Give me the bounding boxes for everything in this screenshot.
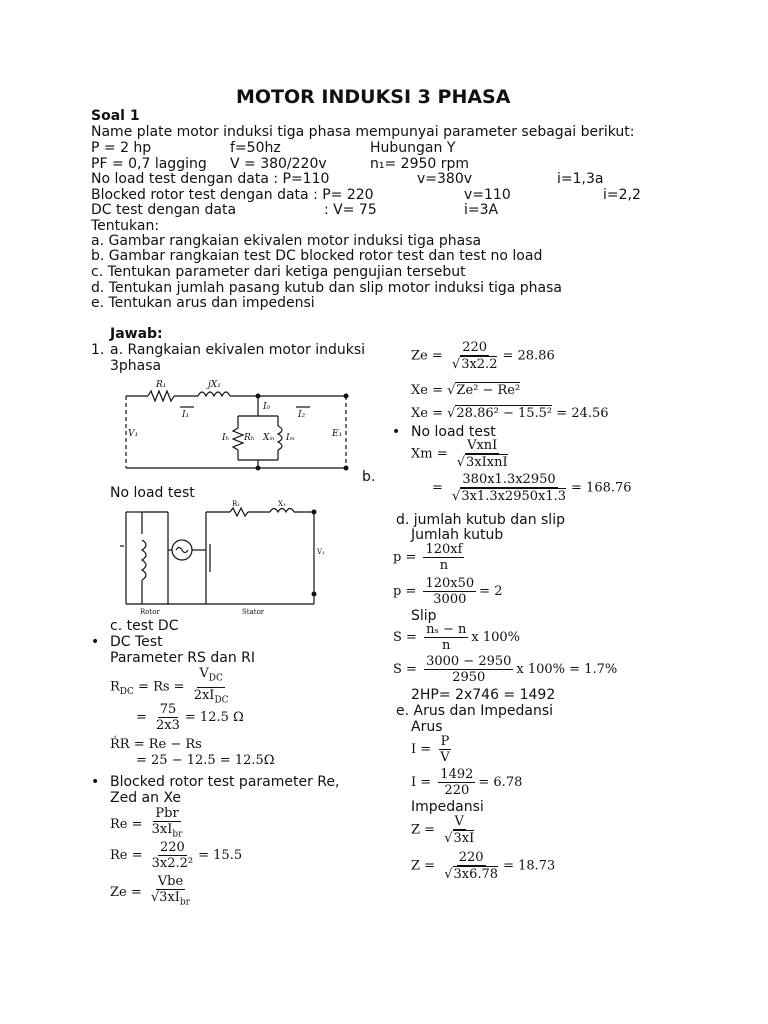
label-i2: I₂	[298, 410, 306, 420]
eq-s-formula: S = $\frac{\text{nₛ − n}}{n}$ x 100%	[393, 622, 521, 653]
answer-a-text: a. Rangkaian ekivalen motor induksi	[110, 342, 366, 358]
param-p: P = 2 hp	[91, 140, 152, 156]
noload-test-bullet: • No load test	[411, 424, 496, 440]
label-xm: Xₘ	[263, 433, 275, 443]
param-f: f=50hz	[230, 140, 281, 156]
eq-xm-value: = $\frac{380x1.3x2950}{√3x1.3x2950x1.3}$ = 168.76	[432, 472, 632, 504]
label-rc: Rₕ	[244, 433, 255, 443]
label-ic: Iₕ	[222, 433, 230, 443]
eq-rr: ŔR = Re − Rs	[110, 737, 202, 752]
eq-z-formula: Z = $\frac{V}{√3xI}$	[411, 814, 475, 846]
eq-p-value: p = $\frac{120x50}{3000}$ = 2	[393, 576, 503, 607]
page-title: MOTOR INDUKSI 3 PHASA	[236, 86, 511, 108]
jumlah-kutub-label: Jumlah kutub	[411, 527, 504, 543]
noload-label-v: V₁	[317, 548, 325, 556]
answer-a-number: 1.	[91, 342, 105, 358]
param-pf: PF = 0,7 lagging	[91, 156, 207, 172]
label-r1: R₁	[156, 380, 167, 390]
slip-label: Slip	[411, 608, 437, 624]
tentukan-label: Tentukan:	[91, 218, 160, 234]
noload-test-circuit-diagram	[112, 500, 327, 618]
eq-re-value: Re = $\frac{220}{\text{3x2.2²}}$ = 15.5	[110, 840, 243, 871]
dc-v: : V= 75	[324, 202, 377, 218]
answer-e-label: e. Arus dan Impedansi	[396, 703, 554, 719]
noload-i: i=1,3a	[557, 171, 604, 187]
eq-rr-value: = 25 − 12.5 = 12.5Ω	[136, 753, 275, 768]
answer-b-label: b.	[362, 469, 376, 485]
task-c: c. Tentukan parameter dari ketiga pengujian tersebut	[91, 264, 466, 280]
noload-label-rotor: Rotor	[140, 608, 160, 616]
eq-rs-value: = $\frac{75}{2x3}$ = 12.5 Ω	[136, 702, 244, 733]
task-d: d. Tentukan jumlah pasang kutub dan slip motor induksi tiga phasa	[91, 280, 562, 296]
task-e: e. Tentukan arus dan impedensi	[91, 295, 315, 311]
noload-test-label-left: No load test	[110, 485, 195, 501]
hp-conversion: 2HP= 2x746 = 1492	[411, 687, 556, 703]
task-a: a. Gambar rangkaian ekivalen motor induksi tiga phasa	[91, 233, 482, 249]
answer-a-text2: 3phasa	[110, 358, 162, 374]
noload-v: v=380v	[417, 171, 473, 187]
label-jx1: jX₁	[208, 380, 221, 390]
param-hubungan: Hubungan Y	[370, 140, 456, 156]
param-rs-ri: Parameter RS dan RI	[110, 650, 255, 666]
blocked-data: Blocked rotor test dengan data : P= 220	[91, 187, 374, 203]
blocked-i: i=2,2	[603, 187, 641, 203]
label-e1: E₁	[332, 429, 343, 439]
dc-data: DC test dengan data	[91, 202, 237, 218]
eq-rdc: $R_{DC} = Rs$ = $\frac{V_{DC}}{2xI_{DC}}$	[110, 666, 229, 706]
answer-c-label: c. test DC	[110, 618, 179, 634]
noload-label-r: R₁	[232, 500, 241, 508]
label-i0: I₀	[263, 402, 271, 412]
label-im: Iₘ	[286, 433, 296, 443]
jawab-heading: Jawab:	[110, 326, 163, 342]
dc-test-bullet: • DC Test	[110, 634, 163, 650]
eq-i-formula: I = $\frac{P}{V}$	[411, 734, 450, 765]
eq-xe-formula: Xe = √Ze² − Re²	[411, 383, 521, 398]
eq-xm-formula: Xm = $\frac{\text{VxnI}}{\text{√3xIxnI}}$	[411, 438, 508, 470]
arus-label: Arus	[411, 719, 443, 735]
noload-label-x: X₁	[278, 500, 286, 508]
noload-data: No load test dengan data : P=110	[91, 171, 330, 187]
eq-ze-formula: Ze = $\frac{\text{Vbe}}{√3xI_{br}}$	[110, 874, 190, 908]
eq-xe-value: Xe = √28.86² − 15.5² = 24.56	[411, 406, 609, 421]
dc-i: i=3A	[464, 202, 499, 218]
eq-i-value: I = $\frac{1492}{220}$ = 6.78	[411, 767, 523, 798]
soal-heading: Soal 1	[91, 108, 140, 124]
soal-intro: Name plate motor induksi tiga phasa mempunyai parameter sebagai berikut:	[91, 124, 635, 140]
eq-re-formula: Re = $\frac{\text{Pbr}}{3xI_{br}}$	[110, 806, 183, 840]
label-v1: V₁	[128, 429, 139, 439]
blocked-test-bullet: • Blocked rotor test parameter Re,	[110, 774, 339, 790]
eq-p-formula: p = $\frac{120xf}{n}$	[393, 542, 463, 573]
task-b: b. Gambar rangkaian test DC blocked rotor test dan test no load	[91, 248, 543, 264]
impedansi-label: Impedansi	[411, 799, 484, 815]
equivalent-circuit-diagram	[118, 376, 356, 476]
blocked-v: v=110	[464, 187, 511, 203]
eq-z-value: Z = $\frac{220}{√3x6.78}$ = 18.73	[411, 850, 556, 882]
noload-label-stator: Stator	[242, 608, 265, 616]
blocked-test-line2: Zed an Xe	[110, 790, 182, 806]
param-n1: n₁= 2950 rpm	[370, 156, 470, 172]
eq-s-value: S = $\frac{3000 - 2950}{2950}$ x 100% = 1.7%	[393, 654, 618, 685]
answer-d-label: d. jumlah kutub dan slip	[396, 512, 565, 528]
label-i1: I₁	[182, 410, 190, 420]
eq-ze-value: Ze = $\frac{220}{√3x2.2}$ = 28.86	[411, 340, 555, 372]
param-v: V = 380/220v	[230, 156, 327, 172]
